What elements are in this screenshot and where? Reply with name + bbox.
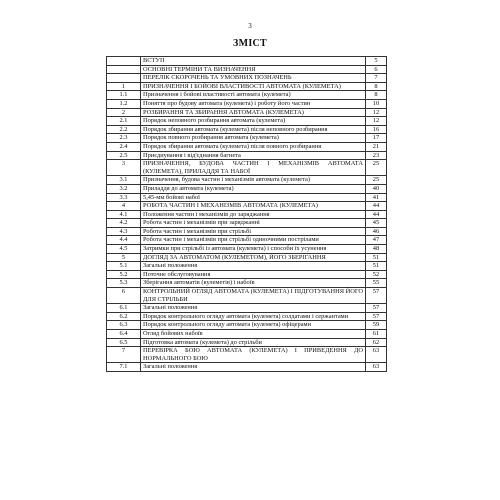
toc-page-number: 61 (366, 330, 387, 339)
toc-section-number (107, 57, 141, 66)
toc-section-number: 6 (107, 288, 141, 304)
toc-entry-title: Зберігання автоматів (кулеметів) і набоїв (141, 279, 366, 288)
toc-section-number: 2.4 (107, 142, 141, 151)
toc-entry-title: Призначення і бойові властивості автомата (кулемета) (141, 91, 366, 100)
toc-entry-title: Порядок неповного розбирання автомата (кулемета) (141, 117, 366, 126)
toc-page-number: 44 (366, 210, 387, 219)
toc-row (107, 176, 387, 185)
toc-entry-title: ДОГЛЯД ЗА АВТОМАТОМ (КУЛЕМЕТОМ), ЙОГО ЗБЕРІГАННЯ (141, 253, 366, 262)
toc-page-number: 21 (366, 142, 387, 151)
toc-entry-title: Загальні положення (141, 363, 366, 372)
toc-entry-title: Приєднування і від'єднання багнета (141, 151, 366, 160)
toc-section-number: 4.2 (107, 219, 141, 228)
toc-row (107, 279, 387, 288)
toc-section-number: 4.5 (107, 245, 141, 254)
toc-page-number: 59 (366, 321, 387, 330)
toc-page-number: 62 (366, 338, 387, 347)
toc-entry-title: РОБОТА ЧАСТИН І МЕХАНІЗМІВ АВТОМАТА (КУЛЕМЕТА) (141, 202, 366, 211)
toc-page-number: 51 (366, 253, 387, 262)
toc-section-number: 1.1 (107, 91, 141, 100)
toc-page-number: 25 (366, 176, 387, 185)
toc-section-number (107, 65, 141, 74)
page-number: 3 (248, 22, 252, 30)
toc-entry-title: РОЗБИРАННЯ ТА ЗБИРАННЯ АВТОМАТА (КУЛЕМЕТА) (141, 108, 366, 117)
toc-page-number: 17 (366, 134, 387, 143)
toc-row (107, 202, 387, 211)
toc-entry-title: Робота частин і механізмів при стрільбі одиночними пострілами (141, 236, 366, 245)
toc-entry-title: Загальні положення (141, 304, 366, 313)
toc-page-number: 10 (366, 99, 387, 108)
toc-row (107, 210, 387, 219)
toc-entry-title: Поняття про будову автомата (кулемета) і роботу його частин (141, 99, 366, 108)
toc-section-number: 2.1 (107, 117, 141, 126)
toc-section-number: 5.2 (107, 270, 141, 279)
toc-page-number: 16 (366, 125, 387, 134)
toc-entry-title: ПЕРЕВІРКА БОЮ АВТОМАТА (КУЛЕМЕТА) І ПРИВЕДЕННЯ ДО НОРМАЛЬНОГО БОЮ (141, 347, 366, 363)
toc-entry-title: Огляд бойових набоїв (141, 330, 366, 339)
toc-section-number: 5 (107, 253, 141, 262)
toc-page-number: 6 (366, 65, 387, 74)
toc-page-number: 23 (366, 151, 387, 160)
toc-section-number: 6.4 (107, 330, 141, 339)
toc-row (107, 321, 387, 330)
toc-row (107, 134, 387, 143)
toc-page-number: 57 (366, 304, 387, 313)
toc-row (107, 142, 387, 151)
toc-entry-title: ОСНОВНІ ТЕРМІНИ ТА ВИЗНАЧЕННЯ (141, 65, 366, 74)
toc-page-number: 51 (366, 262, 387, 271)
page-title: ЗМІСТ (233, 38, 267, 49)
toc-row (107, 184, 387, 193)
toc-row (107, 288, 387, 304)
toc-page-number: 44 (366, 202, 387, 211)
toc-page-number: 7 (366, 74, 387, 83)
toc-entry-title: Затримки при стрільбі із автомата (кулемета) і способи їх усунення (141, 245, 366, 254)
toc-page-number: 45 (366, 219, 387, 228)
toc-row (107, 219, 387, 228)
toc-page-number: 57 (366, 312, 387, 321)
toc-section-number: 1 (107, 82, 141, 91)
toc-row (107, 108, 387, 117)
toc-section-number (107, 74, 141, 83)
toc-page-number: 8 (366, 82, 387, 91)
toc-section-number: 3.2 (107, 184, 141, 193)
toc-section-number: 6.5 (107, 338, 141, 347)
toc-row (107, 57, 387, 66)
toc-entry-title: Робота частин і механізмів при стрільбі (141, 227, 366, 236)
toc-section-number: 4.4 (107, 236, 141, 245)
table-of-contents (106, 56, 387, 372)
toc-page-number: 41 (366, 193, 387, 202)
toc-entry-title: Поточне обслуговування (141, 270, 366, 279)
toc-section-number: 6.2 (107, 312, 141, 321)
toc-page-number: 63 (366, 363, 387, 372)
toc-entry-title: Загальні положення (141, 262, 366, 271)
toc-section-number: 4.3 (107, 227, 141, 236)
toc-row (107, 151, 387, 160)
toc-page-number: 25 (366, 160, 387, 176)
toc-row (107, 91, 387, 100)
toc-entry-title: Порядок контрольного огляду автомата (кулемета) солдатами і сержантами (141, 312, 366, 321)
toc-section-number: 4 (107, 202, 141, 211)
toc-row (107, 270, 387, 279)
toc-section-number: 2.3 (107, 134, 141, 143)
toc-page-number: 57 (366, 288, 387, 304)
toc-row (107, 347, 387, 363)
toc-page-number: 12 (366, 117, 387, 126)
toc-entry-title: Положення частин і механізмів до заряджання (141, 210, 366, 219)
toc-section-number: 3 (107, 160, 141, 176)
toc-page-number: 40 (366, 184, 387, 193)
toc-row (107, 99, 387, 108)
toc-section-number: 2.2 (107, 125, 141, 134)
toc-section-number: 3.3 (107, 193, 141, 202)
toc-section-number: 1.2 (107, 99, 141, 108)
toc-entry-title: Приладдя до автомата (кулемета) (141, 184, 366, 193)
toc-page-number: 46 (366, 227, 387, 236)
toc-entry-title: Порядок збирання автомата (кулемета) після неповного розбирання (141, 125, 366, 134)
toc-entry-title: Порядок контрольного огляду автомата (кулемета) офіцерами (141, 321, 366, 330)
toc-row (107, 117, 387, 126)
toc-entry-title: ПРИЗНАЧЕННЯ, БУДОВА ЧАСТИН І МЕХАНІЗМІВ АВТОМАТА (КУЛЕМЕТА), ПРИЛАДДЯ ТА НАБОЇ (141, 160, 366, 176)
toc-entry-title: 5,45-мм бойові набої (141, 193, 366, 202)
toc-row (107, 193, 387, 202)
toc-row (107, 245, 387, 254)
toc-section-number: 7.1 (107, 363, 141, 372)
toc-section-number: 4.1 (107, 210, 141, 219)
toc-row (107, 160, 387, 176)
toc-row (107, 304, 387, 313)
toc-entry-title: Порядок повного розбирання автомата (кулемета) (141, 134, 366, 143)
toc-entry-title: Робота частин і механізмів при заряджанні (141, 219, 366, 228)
toc-row (107, 125, 387, 134)
toc-entry-title: КОНТРОЛЬНИЙ ОГЛЯД АВТОМАТА (КУЛЕМЕТА) І ПІДГОТУВАННЯ ЙОГО ДЛЯ СТРІЛЬБИ (141, 288, 366, 304)
toc-page-number: 47 (366, 236, 387, 245)
toc-entry-title: ПРИЗНАЧЕННЯ І БОЙОВІ ВЛАСТИВОСТІ АВТОМАТА (КУЛЕМЕТА) (141, 82, 366, 91)
toc-page-number: 48 (366, 245, 387, 254)
toc-row (107, 330, 387, 339)
toc-row (107, 227, 387, 236)
toc-row (107, 262, 387, 271)
toc-section-number: 6.1 (107, 304, 141, 313)
toc-section-number: 3.1 (107, 176, 141, 185)
toc-row (107, 65, 387, 74)
toc-page-number: 63 (366, 347, 387, 363)
toc-section-number: 5.3 (107, 279, 141, 288)
toc-entry-title: Підготовка автомата (кулемета) до стрільби (141, 338, 366, 347)
toc-section-number: 6.3 (107, 321, 141, 330)
toc-entry-title: Призначення, будова частин і механізмів автомата (кулемета) (141, 176, 366, 185)
toc-page-number: 5 (366, 57, 387, 66)
toc-row (107, 74, 387, 83)
toc-row (107, 363, 387, 372)
toc-row (107, 253, 387, 262)
toc-section-number: 5.1 (107, 262, 141, 271)
toc-row (107, 312, 387, 321)
toc-section-number: 2.5 (107, 151, 141, 160)
toc-page-number: 55 (366, 279, 387, 288)
toc-entry-title: ПЕРЕЛІК СКОРОЧЕНЬ ТА УМОВНИХ ПОЗНАЧЕНЬ (141, 74, 366, 83)
toc-section-number: 2 (107, 108, 141, 117)
toc-section-number: 7 (107, 347, 141, 363)
toc-page-number: 52 (366, 270, 387, 279)
toc-row (107, 236, 387, 245)
toc-entry-title: ВСТУП (141, 57, 366, 66)
toc-page-number: 8 (366, 91, 387, 100)
toc-entry-title: Порядок збирання автомата (кулемета) після повного розбирання (141, 142, 366, 151)
toc-page-number: 12 (366, 108, 387, 117)
toc-row (107, 338, 387, 347)
toc-row (107, 82, 387, 91)
